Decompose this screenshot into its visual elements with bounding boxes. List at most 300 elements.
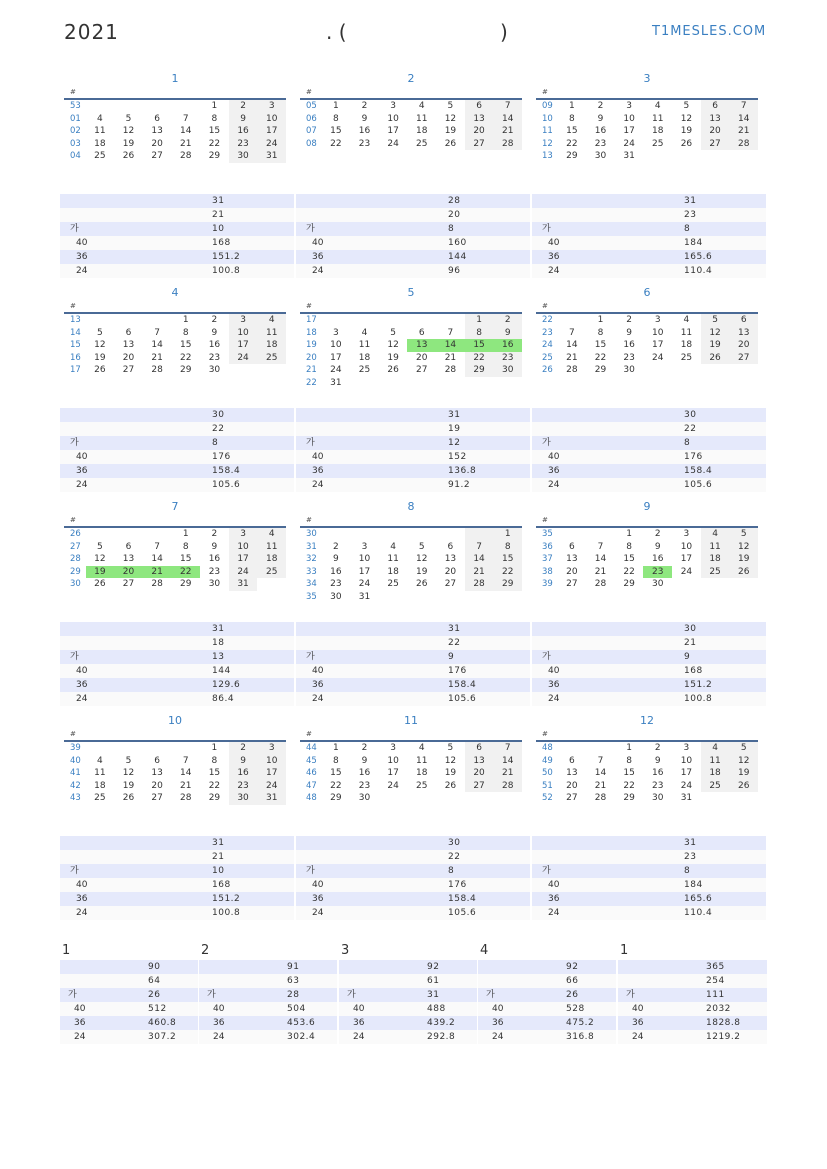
day-cell[interactable] [558, 528, 587, 541]
day-cell[interactable]: 20 [122, 352, 135, 363]
day-cell[interactable]: 12 [122, 126, 135, 137]
day-cell[interactable]: 27 [566, 579, 578, 590]
day-cell[interactable]: 28 [493, 138, 522, 151]
day-cell[interactable] [729, 792, 758, 805]
day-cell[interactable]: 1 [568, 101, 575, 111]
day-cell[interactable]: 4 [418, 101, 425, 111]
day-cell[interactable]: 5 [96, 327, 103, 338]
day-cell[interactable]: 31 [680, 793, 693, 804]
day-cell[interactable]: 22 [623, 566, 635, 577]
day-cell[interactable]: 10 [387, 755, 399, 766]
day-cell[interactable]: 10 [257, 113, 286, 126]
day-cell[interactable]: 18 [701, 553, 730, 566]
day-cell[interactable]: 2 [211, 315, 218, 325]
day-cell[interactable]: 16 [208, 340, 221, 351]
day-cell[interactable]: 28 [729, 138, 758, 151]
day-cell[interactable]: 12 [416, 554, 428, 565]
day-cell[interactable]: 13 [465, 755, 494, 768]
day-cell[interactable]: 21 [444, 352, 457, 363]
day-cell[interactable]: 25 [701, 566, 730, 579]
day-cell[interactable]: 25 [701, 780, 730, 793]
day-cell[interactable] [114, 100, 143, 113]
day-cell[interactable]: 3 [683, 529, 690, 539]
day-cell[interactable]: 21 [493, 767, 522, 780]
day-cell[interactable]: 21 [180, 138, 192, 149]
day-cell[interactable]: 13 [566, 768, 578, 779]
day-cell[interactable]: 10 [652, 327, 664, 338]
day-cell[interactable]: 15 [493, 553, 522, 566]
day-cell[interactable]: 26 [94, 579, 106, 590]
day-cell[interactable]: 12 [701, 327, 730, 340]
day-cell[interactable]: 21 [493, 125, 522, 138]
day-cell[interactable]: 15 [594, 340, 607, 351]
day-cell[interactable] [672, 150, 701, 163]
day-cell[interactable]: 18 [94, 138, 106, 149]
day-cell[interactable]: 6 [154, 755, 160, 766]
day-cell[interactable]: 17 [387, 768, 399, 779]
day-cell[interactable] [407, 314, 436, 327]
day-cell[interactable]: 20 [416, 352, 428, 363]
day-cell[interactable]: 14 [729, 113, 758, 126]
day-cell[interactable]: 13 [465, 113, 494, 126]
day-cell[interactable]: 3 [390, 743, 396, 753]
day-cell[interactable]: 17 [680, 554, 693, 565]
day-cell[interactable]: 7 [154, 327, 160, 338]
day-cell[interactable] [379, 591, 408, 604]
day-cell[interactable] [493, 792, 522, 805]
day-cell[interactable]: 22 [330, 780, 342, 791]
day-cell[interactable]: 21 [566, 352, 578, 363]
day-cell[interactable] [143, 314, 172, 327]
day-cell[interactable]: 7 [154, 541, 160, 552]
day-cell[interactable]: 21 [143, 566, 172, 579]
day-cell[interactable] [436, 528, 465, 541]
day-cell[interactable] [407, 528, 436, 541]
day-cell[interactable]: 10 [229, 541, 258, 554]
day-cell[interactable]: 8 [465, 327, 494, 340]
day-cell[interactable]: 1 [493, 528, 522, 541]
day-cell[interactable]: 11 [652, 113, 664, 124]
day-cell[interactable]: 19 [729, 767, 758, 780]
day-cell[interactable] [171, 742, 200, 755]
day-cell[interactable]: 14 [436, 339, 465, 352]
day-cell[interactable]: 20 [701, 125, 730, 138]
day-cell[interactable]: 4 [96, 113, 103, 124]
day-cell[interactable]: 13 [566, 554, 578, 565]
day-cell[interactable]: 15 [465, 339, 494, 352]
day-cell[interactable]: 20 [465, 767, 494, 780]
day-cell[interactable]: 2 [493, 314, 522, 327]
day-cell[interactable]: 29 [208, 793, 221, 804]
day-cell[interactable]: 9 [211, 327, 218, 338]
day-cell[interactable]: 6 [447, 541, 454, 552]
day-cell[interactable]: 19 [729, 553, 758, 566]
day-cell[interactable]: 3 [683, 743, 690, 753]
day-cell[interactable]: 3 [229, 314, 258, 327]
day-cell[interactable]: 5 [447, 101, 454, 111]
day-cell[interactable]: 31 [229, 578, 258, 591]
day-cell[interactable]: 8 [626, 755, 632, 766]
day-cell[interactable]: 15 [623, 554, 635, 565]
day-cell[interactable]: 17 [387, 126, 399, 137]
day-cell[interactable]: 9 [229, 113, 258, 126]
day-cell[interactable] [465, 377, 494, 390]
day-cell[interactable]: 4 [683, 315, 690, 325]
day-cell[interactable]: 28 [566, 365, 578, 376]
day-cell[interactable]: 24 [229, 566, 258, 579]
day-cell[interactable]: 5 [125, 755, 132, 766]
day-cell[interactable]: 17 [623, 126, 635, 137]
day-cell[interactable]: 10 [623, 113, 635, 124]
day-cell[interactable] [86, 742, 115, 755]
day-cell[interactable]: 13 [444, 554, 457, 565]
day-cell[interactable]: 15 [566, 126, 578, 137]
day-cell[interactable]: 10 [358, 554, 371, 565]
day-cell[interactable]: 5 [701, 314, 730, 327]
day-cell[interactable]: 4 [654, 101, 661, 111]
day-cell[interactable] [436, 591, 465, 604]
day-cell[interactable]: 5 [125, 113, 132, 124]
day-cell[interactable]: 26 [729, 566, 758, 579]
day-cell[interactable] [86, 314, 115, 327]
day-cell[interactable]: 10 [229, 327, 258, 340]
day-cell[interactable] [729, 578, 758, 591]
day-cell[interactable]: 7 [729, 100, 758, 113]
day-cell[interactable]: 19 [122, 780, 135, 791]
day-cell[interactable]: 26 [444, 138, 457, 149]
day-cell[interactable]: 20 [566, 566, 578, 577]
day-cell[interactable]: 2 [229, 742, 258, 755]
day-cell[interactable]: 24 [623, 138, 635, 149]
day-cell[interactable] [586, 742, 615, 755]
day-cell[interactable]: 25 [387, 579, 399, 590]
day-cell[interactable]: 27 [566, 793, 578, 804]
day-cell[interactable]: 4 [390, 541, 396, 552]
day-cell[interactable]: 5 [729, 528, 758, 541]
day-cell[interactable]: 8 [597, 327, 604, 338]
day-cell[interactable]: 30 [652, 793, 664, 804]
day-cell[interactable]: 15 [208, 768, 221, 779]
day-cell[interactable]: 25 [358, 365, 371, 376]
day-cell[interactable] [672, 364, 701, 377]
day-cell[interactable]: 11 [257, 327, 286, 340]
day-cell[interactable]: 14 [493, 755, 522, 768]
day-cell[interactable]: 24 [652, 352, 664, 363]
day-cell[interactable]: 14 [566, 340, 578, 351]
day-cell[interactable]: 24 [330, 365, 342, 376]
day-cell[interactable]: 4 [257, 314, 286, 327]
day-cell[interactable]: 12 [444, 755, 457, 766]
day-cell[interactable]: 17 [257, 125, 286, 138]
day-cell[interactable]: 21 [151, 352, 163, 363]
day-cell[interactable]: 10 [330, 340, 342, 351]
day-cell[interactable]: 29 [594, 365, 607, 376]
day-cell[interactable] [558, 314, 587, 327]
day-cell[interactable]: 12 [387, 340, 399, 351]
day-cell[interactable]: 7 [182, 755, 189, 766]
day-cell[interactable]: 13 [701, 113, 730, 126]
day-cell[interactable]: 11 [257, 541, 286, 554]
day-cell[interactable] [436, 314, 465, 327]
day-cell[interactable]: 25 [680, 352, 693, 363]
day-cell[interactable]: 22 [208, 780, 221, 791]
day-cell[interactable]: 29 [623, 579, 635, 590]
day-cell[interactable]: 24 [387, 780, 399, 791]
day-cell[interactable]: 2 [332, 541, 339, 552]
day-cell[interactable] [701, 364, 730, 377]
day-cell[interactable]: 28 [594, 579, 607, 590]
day-cell[interactable]: 19 [701, 339, 730, 352]
day-cell[interactable]: 8 [568, 113, 575, 124]
day-cell[interactable]: 19 [680, 126, 693, 137]
day-cell[interactable]: 14 [465, 553, 494, 566]
day-cell[interactable]: 28 [180, 151, 192, 162]
day-cell[interactable]: 7 [465, 541, 494, 554]
day-cell[interactable]: 27 [416, 365, 428, 376]
day-cell[interactable]: 4 [701, 742, 730, 755]
day-cell[interactable]: 11 [94, 126, 106, 137]
day-cell[interactable] [379, 377, 408, 390]
day-cell[interactable]: 29 [330, 793, 342, 804]
day-cell[interactable]: 30 [594, 151, 607, 162]
day-cell[interactable]: 20 [151, 780, 163, 791]
day-cell[interactable]: 15 [330, 768, 342, 779]
day-cell[interactable]: 25 [257, 352, 286, 365]
day-cell[interactable] [114, 314, 143, 327]
day-cell[interactable]: 23 [652, 780, 664, 791]
day-cell[interactable]: 7 [597, 541, 604, 552]
day-cell[interactable]: 28 [151, 579, 163, 590]
day-cell[interactable]: 16 [330, 566, 342, 577]
day-cell[interactable]: 24 [229, 352, 258, 365]
day-cell[interactable]: 23 [229, 138, 258, 151]
day-cell[interactable]: 15 [623, 768, 635, 779]
day-cell[interactable]: 23 [358, 780, 371, 791]
day-cell[interactable]: 20 [729, 339, 758, 352]
day-cell[interactable]: 24 [680, 566, 693, 577]
day-cell[interactable]: 7 [447, 327, 454, 338]
day-cell[interactable]: 2 [361, 101, 368, 111]
day-cell[interactable] [143, 100, 172, 113]
day-cell[interactable]: 29 [180, 579, 192, 590]
day-cell[interactable]: 6 [154, 113, 160, 124]
day-cell[interactable]: 9 [332, 554, 339, 565]
day-cell[interactable]: 5 [683, 101, 690, 111]
day-cell[interactable]: 4 [96, 755, 103, 766]
day-cell[interactable]: 8 [332, 113, 339, 124]
day-cell[interactable]: 28 [180, 793, 192, 804]
day-cell[interactable] [379, 528, 408, 541]
day-cell[interactable]: 24 [358, 579, 371, 590]
day-cell[interactable] [350, 528, 379, 541]
day-cell[interactable]: 6 [125, 327, 132, 338]
day-cell[interactable]: 1 [182, 529, 189, 539]
day-cell[interactable]: 27 [444, 579, 457, 590]
day-cell[interactable]: 19 [416, 566, 428, 577]
day-cell[interactable]: 18 [358, 352, 371, 363]
day-cell[interactable]: 19 [444, 126, 457, 137]
day-cell[interactable]: 28 [465, 578, 494, 591]
day-cell[interactable] [379, 792, 408, 805]
day-cell[interactable] [558, 742, 587, 755]
day-cell[interactable]: 22 [493, 566, 522, 579]
day-cell[interactable]: 8 [332, 755, 339, 766]
day-cell[interactable] [465, 528, 494, 541]
day-cell[interactable]: 18 [416, 126, 428, 137]
day-cell[interactable] [379, 314, 408, 327]
day-cell[interactable]: 12 [94, 554, 106, 565]
day-cell[interactable]: 22 [180, 352, 192, 363]
day-cell[interactable]: 16 [652, 554, 664, 565]
day-cell[interactable]: 22 [623, 780, 635, 791]
day-cell[interactable]: 28 [594, 793, 607, 804]
day-cell[interactable]: 10 [680, 541, 693, 552]
day-cell[interactable] [643, 364, 672, 377]
day-cell[interactable]: 12 [729, 541, 758, 554]
day-cell[interactable]: 22 [594, 352, 607, 363]
day-cell[interactable]: 14 [594, 768, 607, 779]
day-cell[interactable]: 1 [626, 529, 632, 539]
day-cell[interactable]: 28 [151, 365, 163, 376]
day-cell[interactable] [407, 591, 436, 604]
day-cell[interactable]: 22 [208, 138, 221, 149]
day-cell[interactable]: 31 [257, 792, 286, 805]
day-cell[interactable]: 12 [444, 113, 457, 124]
day-cell[interactable]: 28 [493, 780, 522, 793]
day-cell[interactable]: 18 [701, 767, 730, 780]
day-cell[interactable]: 25 [94, 793, 106, 804]
day-cell[interactable]: 5 [447, 743, 454, 753]
day-cell[interactable]: 6 [465, 100, 494, 113]
day-cell[interactable]: 5 [96, 541, 103, 552]
day-cell[interactable]: 16 [594, 126, 607, 137]
day-cell[interactable]: 8 [211, 755, 218, 766]
day-cell[interactable]: 17 [229, 339, 258, 352]
day-cell[interactable]: 7 [493, 742, 522, 755]
day-cell[interactable]: 1 [626, 743, 632, 753]
day-cell[interactable]: 1 [332, 743, 339, 753]
day-cell[interactable] [114, 742, 143, 755]
day-cell[interactable] [586, 528, 615, 541]
day-cell[interactable]: 25 [257, 566, 286, 579]
day-cell[interactable]: 21 [729, 125, 758, 138]
day-cell[interactable]: 26 [701, 352, 730, 365]
day-cell[interactable]: 25 [416, 780, 428, 791]
day-cell[interactable]: 17 [652, 340, 664, 351]
day-cell[interactable] [229, 364, 258, 377]
day-cell[interactable]: 1 [597, 315, 604, 325]
day-cell[interactable] [729, 364, 758, 377]
day-cell[interactable]: 11 [701, 541, 730, 554]
day-cell[interactable]: 24 [257, 138, 286, 151]
day-cell[interactable]: 21 [180, 780, 192, 791]
day-cell[interactable]: 3 [390, 101, 396, 111]
day-cell[interactable]: 22 [171, 566, 200, 579]
day-cell[interactable]: 9 [654, 541, 661, 552]
day-cell[interactable]: 30 [652, 579, 664, 590]
day-cell[interactable]: 10 [257, 755, 286, 768]
day-cell[interactable] [86, 528, 115, 541]
day-cell[interactable]: 26 [680, 138, 693, 149]
day-cell[interactable]: 20 [114, 566, 143, 579]
day-cell[interactable]: 3 [332, 327, 339, 338]
day-cell[interactable] [257, 578, 286, 591]
day-cell[interactable]: 23 [208, 352, 221, 363]
day-cell[interactable]: 14 [151, 340, 163, 351]
day-cell[interactable]: 20 [465, 125, 494, 138]
day-cell[interactable]: 13 [729, 327, 758, 340]
day-cell[interactable] [493, 591, 522, 604]
day-cell[interactable]: 3 [257, 100, 286, 113]
day-cell[interactable]: 18 [257, 339, 286, 352]
day-cell[interactable] [407, 792, 436, 805]
day-cell[interactable]: 7 [568, 327, 575, 338]
day-cell[interactable]: 8 [626, 541, 632, 552]
day-cell[interactable]: 6 [465, 742, 494, 755]
day-cell[interactable]: 20 [151, 138, 163, 149]
day-cell[interactable]: 17 [358, 566, 371, 577]
day-cell[interactable]: 31 [358, 591, 371, 602]
day-cell[interactable]: 27 [151, 151, 163, 162]
day-cell[interactable]: 27 [122, 579, 135, 590]
day-cell[interactable]: 14 [594, 554, 607, 565]
day-cell[interactable]: 13 [151, 768, 163, 779]
day-cell[interactable]: 2 [211, 529, 218, 539]
day-cell[interactable]: 10 [387, 113, 399, 124]
day-cell[interactable]: 30 [229, 150, 258, 163]
day-cell[interactable]: 11 [680, 327, 693, 338]
day-cell[interactable]: 1 [465, 314, 494, 327]
day-cell[interactable]: 18 [416, 768, 428, 779]
day-cell[interactable]: 24 [387, 138, 399, 149]
day-cell[interactable]: 9 [229, 755, 258, 768]
day-cell[interactable]: 26 [729, 780, 758, 793]
day-cell[interactable]: 2 [361, 743, 368, 753]
day-cell[interactable]: 11 [94, 768, 106, 779]
day-cell[interactable]: 1 [332, 101, 339, 111]
day-cell[interactable] [701, 578, 730, 591]
day-cell[interactable]: 15 [330, 126, 342, 137]
day-cell[interactable]: 3 [654, 315, 661, 325]
day-cell[interactable]: 2 [654, 529, 661, 539]
day-cell[interactable]: 14 [180, 126, 192, 137]
day-cell[interactable]: 16 [229, 767, 258, 780]
day-cell[interactable]: 18 [94, 780, 106, 791]
day-cell[interactable]: 7 [182, 113, 189, 124]
day-cell[interactable]: 14 [180, 768, 192, 779]
day-cell[interactable]: 25 [416, 138, 428, 149]
day-cell[interactable]: 11 [416, 113, 428, 124]
day-cell[interactable]: 25 [94, 151, 106, 162]
day-cell[interactable]: 8 [493, 541, 522, 554]
day-cell[interactable]: 16 [358, 768, 371, 779]
day-cell[interactable] [672, 578, 701, 591]
day-cell[interactable]: 14 [493, 113, 522, 126]
day-cell[interactable]: 30 [330, 591, 342, 602]
day-cell[interactable]: 27 [151, 793, 163, 804]
day-cell[interactable]: 30 [358, 793, 371, 804]
day-cell[interactable]: 9 [626, 327, 632, 338]
day-cell[interactable]: 2 [229, 100, 258, 113]
day-cell[interactable]: 11 [416, 755, 428, 766]
day-cell[interactable]: 22 [566, 138, 578, 149]
day-cell[interactable] [350, 377, 379, 390]
day-cell[interactable]: 13 [151, 126, 163, 137]
day-cell[interactable] [643, 150, 672, 163]
day-cell[interactable]: 5 [390, 327, 396, 338]
day-cell[interactable]: 30 [493, 364, 522, 377]
day-cell[interactable]: 27 [701, 138, 730, 151]
